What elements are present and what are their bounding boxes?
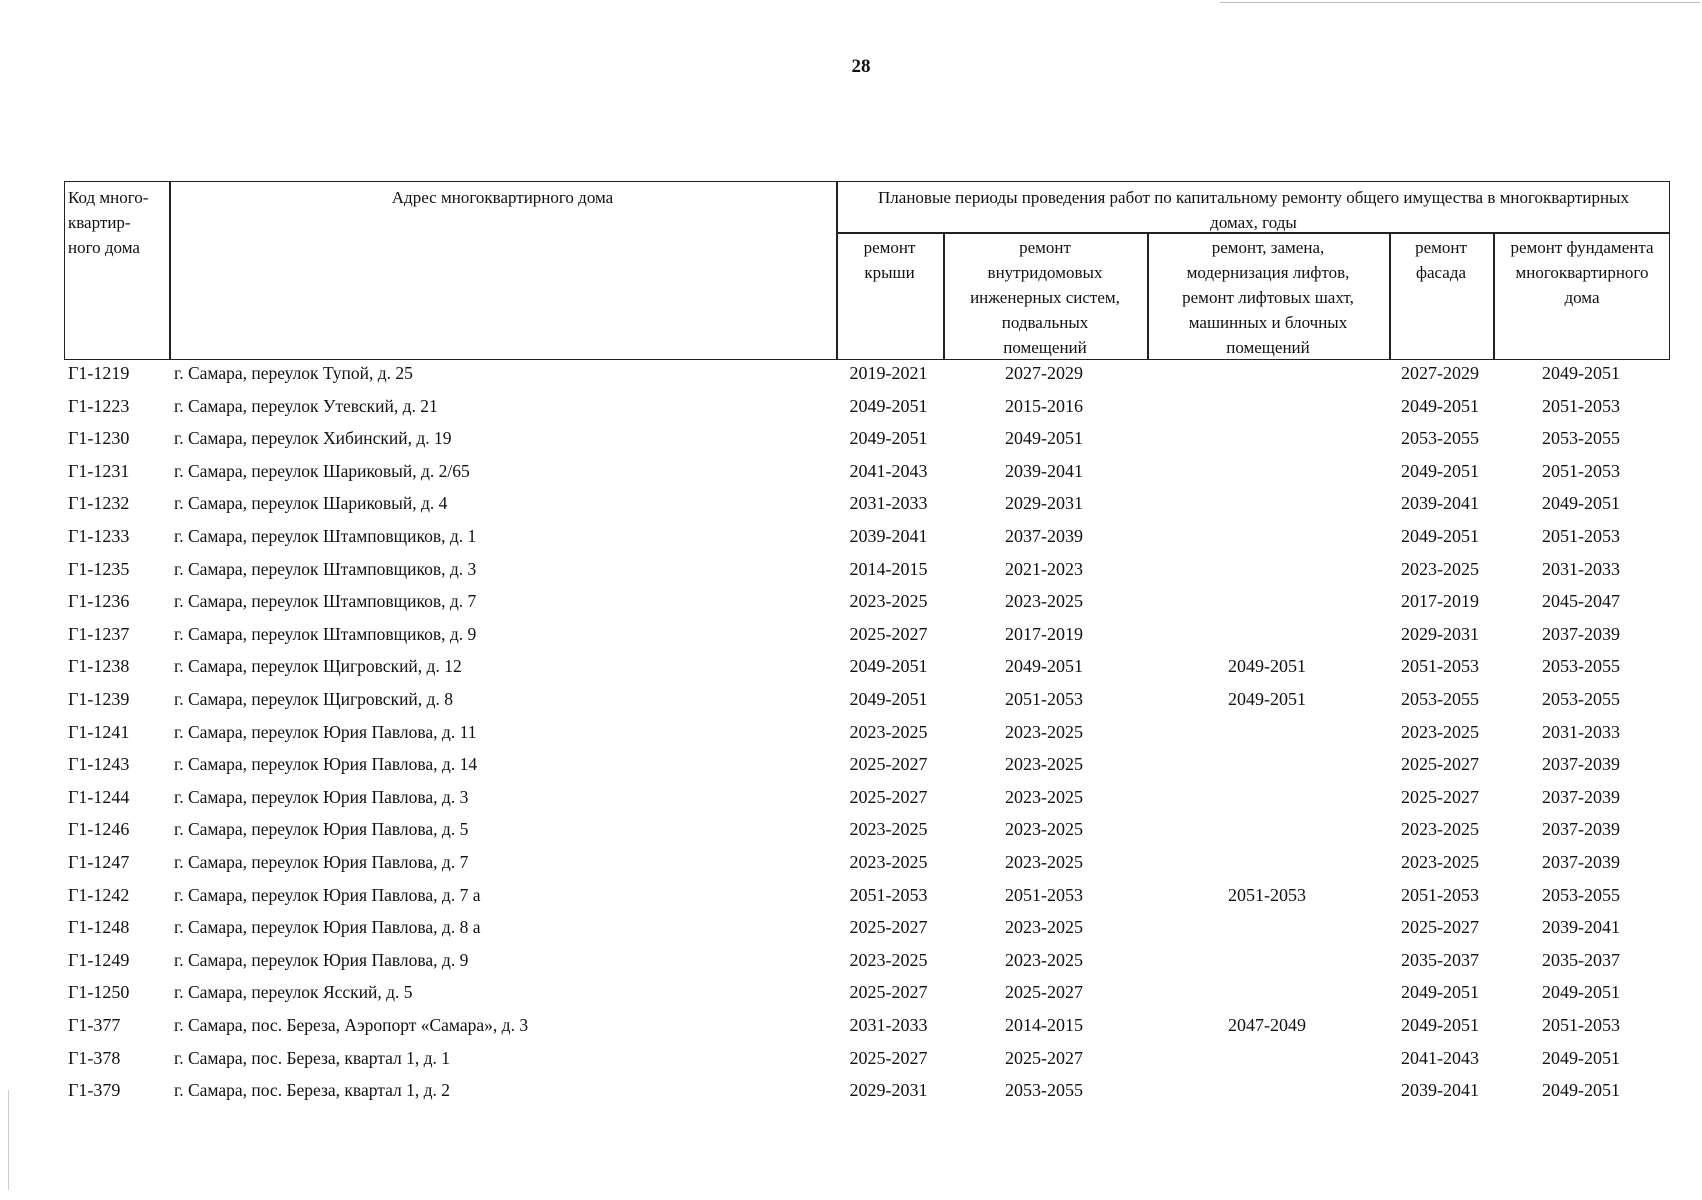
cell-foundation: 2037-2039 <box>1542 623 1620 644</box>
cell-foundation: 2037-2039 <box>1542 754 1620 775</box>
table-row <box>64 819 1670 851</box>
cell-roof: 2025-2027 <box>849 786 928 807</box>
cell-code: Г1-1249 <box>68 949 130 970</box>
cell-code: Г1-1246 <box>68 819 130 840</box>
table-row <box>64 982 1670 1014</box>
cell-systems: 2029-2031 <box>1005 493 1083 514</box>
cell-code: Г1-1219 <box>68 363 130 383</box>
cell-foundation: 2037-2039 <box>1542 786 1620 807</box>
cell-code: Г1-1242 <box>68 884 130 905</box>
cell-systems: 2023-2025 <box>1005 819 1083 840</box>
cell-foundation: 2051-2053 <box>1542 395 1620 416</box>
table-row <box>64 917 1670 949</box>
cell-foundation: 2035-2037 <box>1542 949 1620 970</box>
cell-facade: 2025-2027 <box>1401 786 1479 807</box>
cell-foundation: 2051-2053 <box>1542 1015 1620 1035</box>
cell-code: Г1-1247 <box>68 852 130 872</box>
cell-roof: 2025-2027 <box>849 623 928 644</box>
cell-address: г. Самара, переулок Щигровский, д. 8 <box>174 689 453 709</box>
table-row <box>64 787 1670 819</box>
cell-facade: 2049-2051 <box>1401 982 1479 1003</box>
cell-roof: 2025-2027 <box>849 917 928 938</box>
cell-foundation: 2053-2055 <box>1542 428 1620 449</box>
cell-roof: 2023-2025 <box>849 819 928 840</box>
table-row <box>64 526 1670 558</box>
cell-systems: 2017-2019 <box>1005 623 1083 644</box>
cell-roof: 2049-2051 <box>849 395 928 416</box>
header-address: Адрес многоквартирного дома <box>391 188 614 207</box>
table-row <box>64 689 1670 721</box>
table-row <box>64 885 1670 917</box>
cell-foundation: 2045-2047 <box>1542 591 1620 612</box>
cell-address: г. Самара, пос. Береза, квартал 1, д. 2 <box>174 1080 451 1101</box>
cell-facade: 2051-2053 <box>1401 884 1479 905</box>
cell-roof: 2019-2021 <box>849 363 928 383</box>
cell-address: г. Самара, переулок Тупой, д. 25 <box>174 363 413 383</box>
header-periods-group: Плановые периоды проведения работ по капитальному ремонту общего имущества в многоквартирных домах, годы <box>878 188 1629 232</box>
cell-foundation: 2049-2051 <box>1542 493 1620 514</box>
cell-facade: 2053-2055 <box>1401 428 1479 449</box>
cell-roof: 2031-2033 <box>849 1015 928 1035</box>
cell-lifts: 2051-2053 <box>1228 884 1306 905</box>
cell-foundation: 2053-2055 <box>1542 689 1620 709</box>
cell-facade: 2049-2051 <box>1401 460 1479 481</box>
cell-facade: 2041-2043 <box>1401 1047 1479 1068</box>
cell-facade: 2029-2031 <box>1401 623 1479 644</box>
cell-systems: 2023-2025 <box>1005 754 1083 775</box>
cell-foundation: 2031-2033 <box>1542 721 1620 742</box>
cell-systems: 2049-2051 <box>1005 656 1083 677</box>
cell-address: г. Самара, переулок Юрия Павлова, д. 7 а <box>174 884 481 905</box>
cell-code: Г1-1235 <box>68 558 130 579</box>
cell-roof: 2049-2051 <box>849 656 928 677</box>
cell-systems: 2027-2029 <box>1005 363 1083 383</box>
cell-facade: 2023-2025 <box>1401 852 1479 872</box>
cell-systems: 2023-2025 <box>1005 949 1083 970</box>
cell-code: Г1-1239 <box>68 689 130 709</box>
cell-systems: 2053-2055 <box>1005 1080 1083 1101</box>
cell-roof: 2014-2015 <box>849 558 928 579</box>
cell-code: Г1-379 <box>68 1080 121 1101</box>
cell-facade: 2017-2019 <box>1401 591 1479 612</box>
cell-systems: 2015-2016 <box>1005 395 1083 416</box>
cell-code: Г1-1243 <box>68 754 130 775</box>
cell-address: г. Самара, переулок Хибинский, д. 19 <box>174 428 452 449</box>
cell-systems: 2025-2027 <box>1005 1047 1083 1068</box>
cell-facade: 2023-2025 <box>1401 558 1479 579</box>
cell-address: г. Самара, переулок Штамповщиков, д. 9 <box>174 623 477 644</box>
top-rule <box>1220 2 1700 3</box>
cell-code: Г1-1232 <box>68 493 130 514</box>
cell-foundation: 2049-2051 <box>1542 1080 1620 1101</box>
cell-code: Г1-1250 <box>68 982 130 1003</box>
cell-address: г. Самара, переулок Утевский, д. 21 <box>174 395 438 416</box>
table-row <box>64 950 1670 982</box>
table-row <box>64 559 1670 591</box>
cell-facade: 2025-2027 <box>1401 917 1479 938</box>
cell-address: г. Самара, переулок Шариковый, д. 2/65 <box>174 460 470 481</box>
table-header <box>64 181 1670 360</box>
cell-code: Г1-1244 <box>68 786 130 807</box>
cell-lifts: 2049-2051 <box>1228 689 1306 709</box>
cell-systems: 2023-2025 <box>1005 721 1083 742</box>
cell-systems: 2039-2041 <box>1005 460 1083 481</box>
cell-address: г. Самара, переулок Юрия Павлова, д. 7 <box>174 852 469 872</box>
cell-code: Г1-1233 <box>68 526 130 546</box>
cell-facade: 2039-2041 <box>1401 1080 1479 1101</box>
table-row <box>64 591 1670 623</box>
cell-address: г. Самара, переулок Ясский, д. 5 <box>174 982 413 1003</box>
cell-roof: 2023-2025 <box>849 949 928 970</box>
header-facade: ремонт фасада <box>1415 238 1467 282</box>
cell-code: Г1-1230 <box>68 428 130 449</box>
cell-address: г. Самара, переулок Юрия Павлова, д. 5 <box>174 819 469 840</box>
cell-address: г. Самара, переулок Щигровский, д. 12 <box>174 656 462 677</box>
cell-systems: 2051-2053 <box>1005 884 1083 905</box>
table-row <box>64 363 1670 395</box>
cell-facade: 2039-2041 <box>1401 493 1479 514</box>
header-code: Код много- квартир- ного дома <box>68 188 149 257</box>
cell-address: г. Самара, переулок Штамповщиков, д. 7 <box>174 591 477 612</box>
cell-systems: 2023-2025 <box>1005 786 1083 807</box>
cell-lifts: 2047-2049 <box>1228 1015 1306 1035</box>
cell-address: г. Самара, переулок Юрия Павлова, д. 3 <box>174 786 469 807</box>
header-foundation: ремонт фундамента многоквартирного дома <box>1510 238 1654 307</box>
cell-roof: 2039-2041 <box>849 526 928 546</box>
table-row <box>64 1080 1670 1112</box>
cell-facade: 2023-2025 <box>1401 819 1479 840</box>
cell-lifts: 2049-2051 <box>1228 656 1306 677</box>
cell-roof: 2025-2027 <box>849 754 928 775</box>
cell-code: Г1-1231 <box>68 460 130 481</box>
cell-roof: 2025-2027 <box>849 1047 928 1068</box>
cell-systems: 2023-2025 <box>1005 591 1083 612</box>
cell-address: г. Самара, переулок Юрия Павлова, д. 8 а <box>174 917 481 938</box>
page-edge-mark <box>8 1090 9 1190</box>
cell-code: Г1-1223 <box>68 395 130 416</box>
table-row <box>64 656 1670 688</box>
cell-code: Г1-378 <box>68 1047 121 1068</box>
cell-roof: 2023-2025 <box>849 852 928 872</box>
cell-facade: 2049-2051 <box>1401 526 1479 546</box>
cell-address: г. Самара, переулок Юрия Павлова, д. 9 <box>174 949 469 970</box>
table-row <box>64 428 1670 460</box>
table-row <box>64 754 1670 786</box>
cell-systems: 2025-2027 <box>1005 982 1083 1003</box>
cell-facade: 2053-2055 <box>1401 689 1479 709</box>
cell-roof: 2023-2025 <box>849 591 928 612</box>
cell-facade: 2049-2051 <box>1401 395 1479 416</box>
cell-foundation: 2049-2051 <box>1542 982 1620 1003</box>
cell-facade: 2023-2025 <box>1401 721 1479 742</box>
cell-code: Г1-1238 <box>68 656 130 677</box>
cell-foundation: 2037-2039 <box>1542 852 1620 872</box>
cell-code: Г1-1236 <box>68 591 130 612</box>
table-row <box>64 1048 1670 1080</box>
cell-systems: 2014-2015 <box>1005 1015 1083 1035</box>
cell-address: г. Самара, пос. Береза, Аэропорт «Самара», д. 3 <box>174 1015 529 1035</box>
cell-facade: 2035-2037 <box>1401 949 1479 970</box>
cell-systems: 2023-2025 <box>1005 917 1083 938</box>
cell-code: Г1-1248 <box>68 917 130 938</box>
cell-foundation: 2049-2051 <box>1542 1047 1620 1068</box>
cell-foundation: 2053-2055 <box>1542 656 1620 677</box>
cell-code: Г1-1241 <box>68 721 130 742</box>
table-row <box>64 461 1670 493</box>
cell-systems: 2023-2025 <box>1005 852 1083 872</box>
cell-code: Г1-1237 <box>68 623 130 644</box>
cell-systems: 2051-2053 <box>1005 689 1083 709</box>
header-systems: ремонт внутридомовых инженерных систем, подвальных помещений <box>970 238 1120 357</box>
cell-foundation: 2051-2053 <box>1542 460 1620 481</box>
cell-foundation: 2053-2055 <box>1542 884 1620 905</box>
cell-address: г. Самара, переулок Штамповщиков, д. 3 <box>174 558 477 579</box>
cell-roof: 2029-2031 <box>849 1080 928 1101</box>
cell-address: г. Самара, переулок Юрия Павлова, д. 11 <box>174 721 477 742</box>
cell-roof: 2023-2025 <box>849 721 928 742</box>
cell-address: г. Самара, переулок Шариковый, д. 4 <box>174 493 448 514</box>
cell-foundation: 2049-2051 <box>1542 363 1620 383</box>
table-row <box>64 624 1670 656</box>
table-row <box>64 396 1670 428</box>
cell-foundation: 2051-2053 <box>1542 526 1620 546</box>
cell-facade: 2049-2051 <box>1401 1015 1479 1035</box>
cell-foundation: 2037-2039 <box>1542 819 1620 840</box>
table-row <box>64 1015 1670 1047</box>
header-lifts: ремонт, замена, модернизация лифтов, ремонт лифтовых шахт, машинных и блочных помещений <box>1182 238 1354 357</box>
cell-systems: 2049-2051 <box>1005 428 1083 449</box>
cell-roof: 2025-2027 <box>849 982 928 1003</box>
cell-address: г. Самара, переулок Штамповщиков, д. 1 <box>174 526 477 546</box>
cell-roof: 2031-2033 <box>849 493 928 514</box>
cell-systems: 2021-2023 <box>1005 558 1083 579</box>
table-row <box>64 722 1670 754</box>
cell-facade: 2051-2053 <box>1401 656 1479 677</box>
cell-roof: 2049-2051 <box>849 428 928 449</box>
cell-code: Г1-377 <box>68 1015 121 1035</box>
cell-systems: 2037-2039 <box>1005 526 1083 546</box>
cell-roof: 2051-2053 <box>849 884 928 905</box>
cell-address: г. Самара, переулок Юрия Павлова, д. 14 <box>174 754 478 775</box>
cell-address: г. Самара, пос. Береза, квартал 1, д. 1 <box>174 1047 451 1068</box>
cell-facade: 2027-2029 <box>1401 363 1479 383</box>
cell-foundation: 2031-2033 <box>1542 558 1620 579</box>
cell-facade: 2025-2027 <box>1401 754 1479 775</box>
table-row <box>64 493 1670 525</box>
cell-foundation: 2039-2041 <box>1542 917 1620 938</box>
page-number: 28 <box>851 56 871 77</box>
cell-roof: 2041-2043 <box>849 460 928 481</box>
table-row <box>64 852 1670 884</box>
cell-roof: 2049-2051 <box>849 689 928 709</box>
header-roof: ремонт крыши <box>863 238 916 282</box>
